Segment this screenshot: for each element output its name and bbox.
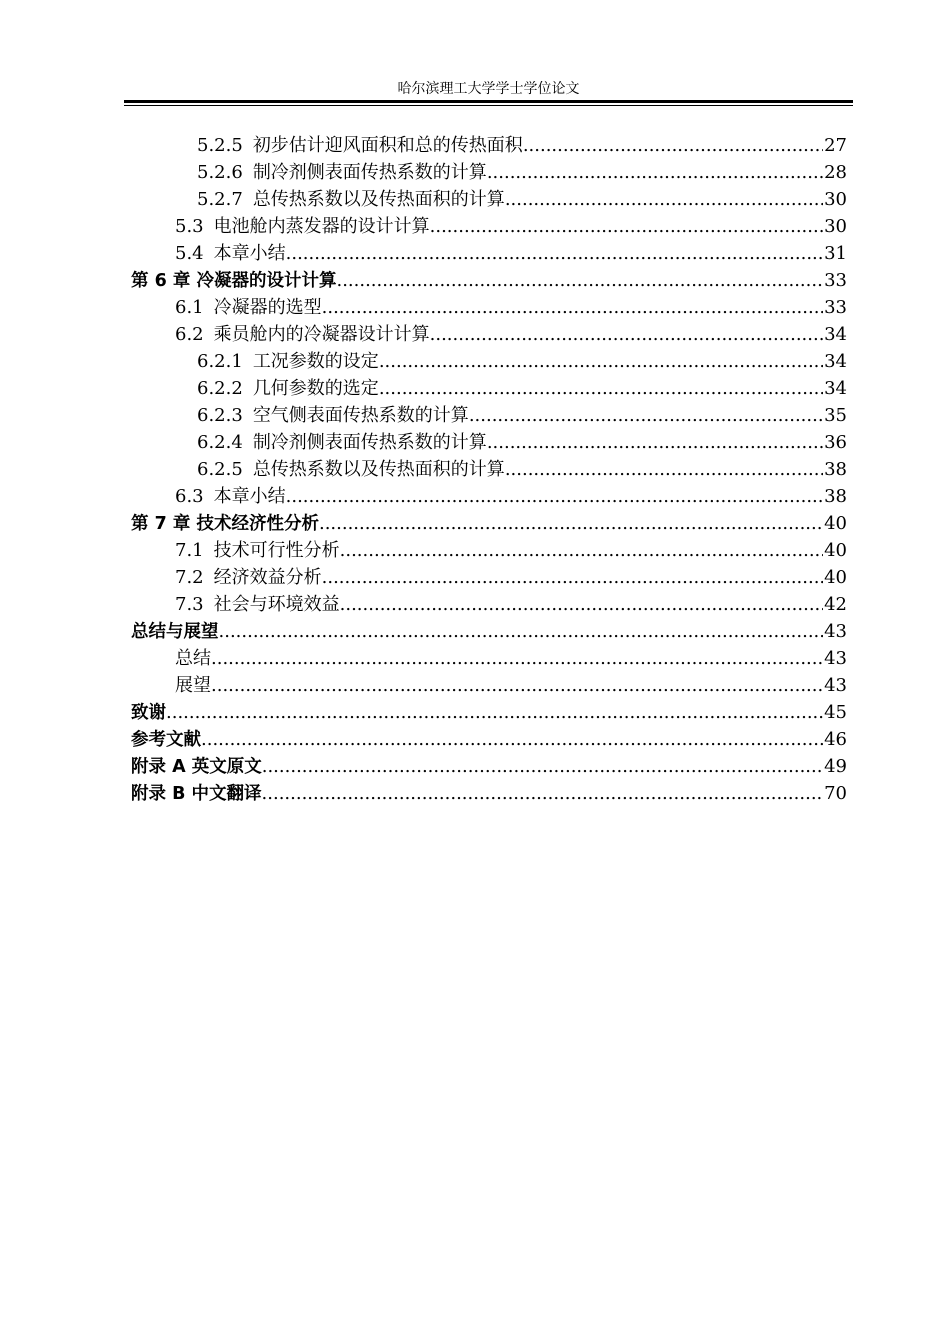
toc-dot-leader	[286, 240, 823, 267]
toc-dot-leader	[262, 780, 824, 807]
toc-entry-title: 总传热系数以及传热面积的计算	[252, 459, 505, 480]
toc-page-number: 31	[824, 243, 847, 264]
toc-dot-leader	[379, 375, 823, 402]
toc-entry-title: 制冷剂侧表面传热系数的计算	[252, 432, 487, 453]
toc-page-number: 70	[824, 783, 847, 804]
toc-entry-number: 6.2.3	[197, 405, 243, 426]
toc-entry-title: 几何参数的选定	[252, 378, 379, 399]
toc-page-number: 49	[824, 756, 847, 777]
toc-dot-leader	[523, 132, 823, 159]
toc-page-number: 30	[824, 216, 847, 237]
toc-page-number: 34	[824, 324, 847, 345]
toc-dot-leader	[469, 402, 823, 429]
toc-dot-leader	[322, 564, 823, 591]
toc-section-entry[interactable]	[131, 672, 847, 699]
toc-entry-number: 6.1	[175, 297, 204, 318]
table-of-contents	[131, 132, 847, 807]
toc-entry-number: 5.4	[175, 243, 204, 264]
toc-section-entry[interactable]	[131, 591, 847, 618]
toc-page-number: 38	[824, 486, 847, 507]
toc-page-number: 40	[824, 513, 847, 534]
toc-entry-title: 初步估计迎风面积和总的传热面积	[252, 135, 523, 156]
toc-entry-number: 6.2	[175, 324, 204, 345]
toc-entry-title: 空气侧表面传热系数的计算	[252, 405, 469, 426]
toc-entry-number: 6.2.5	[197, 459, 243, 480]
toc-entry-number: 6.2.2	[197, 378, 243, 399]
toc-dot-leader	[201, 726, 823, 753]
toc-entry-number: 6.2.1	[197, 351, 243, 372]
toc-entry-number: 7.1	[175, 540, 204, 561]
toc-entry-number: 6.3	[175, 486, 204, 507]
toc-dot-leader	[211, 645, 823, 672]
toc-section-entry[interactable]	[131, 321, 847, 348]
toc-entry-title: 附录 A 英文原文	[131, 757, 262, 777]
toc-entry-title: 参考文献	[131, 730, 201, 750]
toc-chapter-entry[interactable]	[131, 753, 847, 780]
toc-page-number: 43	[824, 621, 847, 642]
toc-entry-title: 展望	[175, 675, 211, 696]
toc-page-number: 27	[824, 135, 847, 156]
toc-entry-number: 7.3	[175, 594, 204, 615]
toc-dot-leader	[336, 267, 823, 294]
toc-entry-number: 7.2	[175, 567, 204, 588]
header-rule-thick	[124, 100, 853, 103]
toc-entry-title: 经济效益分析	[213, 567, 322, 588]
toc-dot-leader	[322, 294, 823, 321]
toc-chapter-entry[interactable]	[131, 510, 847, 537]
toc-section-entry[interactable]	[131, 483, 847, 510]
toc-section-entry[interactable]	[131, 186, 847, 213]
toc-chapter-entry[interactable]	[131, 699, 847, 726]
toc-entry-title: 第 6 章 冷凝器的设计计算	[131, 271, 337, 291]
toc-entry-title: 本章小结	[213, 486, 286, 507]
toc-dot-leader	[340, 537, 823, 564]
toc-page-number: 45	[824, 702, 847, 723]
toc-page-number: 33	[824, 297, 847, 318]
toc-page-number: 35	[824, 405, 847, 426]
toc-dot-leader	[430, 321, 823, 348]
toc-entry-title: 社会与环境效益	[213, 594, 340, 615]
toc-page-number: 36	[824, 432, 847, 453]
toc-section-entry[interactable]	[131, 294, 847, 321]
toc-entry-title: 附录 B 中文翻译	[131, 784, 262, 804]
toc-entry-title: 总结与展望	[131, 622, 219, 642]
toc-dot-leader	[211, 672, 823, 699]
toc-entry-title: 工况参数的设定	[252, 351, 379, 372]
header-rule-thin	[124, 105, 853, 106]
toc-section-entry[interactable]	[131, 213, 847, 240]
toc-entry-title: 致谢	[131, 703, 166, 723]
toc-entry-number: 5.3	[175, 216, 204, 237]
toc-page-number: 30	[824, 189, 847, 210]
toc-section-entry[interactable]	[131, 645, 847, 672]
toc-page-number: 33	[824, 270, 847, 291]
toc-entry-title: 冷凝器的选型	[213, 297, 322, 318]
toc-page-number: 34	[824, 351, 847, 372]
toc-section-entry[interactable]	[131, 402, 847, 429]
toc-entry-number: 5.2.6	[197, 162, 243, 183]
toc-dot-leader	[505, 186, 823, 213]
toc-entry-title: 本章小结	[213, 243, 286, 264]
toc-page-number: 43	[824, 675, 847, 696]
toc-chapter-entry[interactable]	[131, 726, 847, 753]
toc-dot-leader	[286, 483, 823, 510]
toc-section-entry[interactable]	[131, 375, 847, 402]
toc-page-number: 40	[824, 567, 847, 588]
toc-dot-leader	[166, 699, 823, 726]
toc-page-number: 43	[824, 648, 847, 669]
toc-section-entry[interactable]	[131, 132, 847, 159]
toc-section-entry[interactable]	[131, 159, 847, 186]
toc-chapter-entry[interactable]	[131, 618, 847, 645]
toc-dot-leader	[219, 618, 824, 645]
toc-dot-leader	[487, 429, 823, 456]
toc-section-entry[interactable]	[131, 564, 847, 591]
toc-dot-leader	[430, 213, 823, 240]
toc-entry-number: 6.2.4	[197, 432, 243, 453]
toc-section-entry[interactable]	[131, 348, 847, 375]
toc-page-number: 42	[824, 594, 847, 615]
toc-entry-number: 5.2.7	[197, 189, 243, 210]
toc-chapter-entry[interactable]	[131, 780, 847, 807]
toc-page-number: 34	[824, 378, 847, 399]
toc-entry-title: 第 7 章 技术经济性分析	[131, 514, 319, 534]
toc-dot-leader	[379, 348, 823, 375]
toc-page-number: 38	[824, 459, 847, 480]
toc-page-number: 28	[824, 162, 847, 183]
toc-section-entry[interactable]	[131, 537, 847, 564]
toc-entry-title: 电池舱内蒸发器的设计计算	[213, 216, 430, 237]
toc-dot-leader	[487, 159, 823, 186]
toc-entry-title: 技术可行性分析	[213, 540, 340, 561]
toc-section-entry[interactable]	[131, 456, 847, 483]
toc-page-number: 46	[824, 729, 847, 750]
toc-dot-leader	[340, 591, 823, 618]
toc-entry-title: 总结	[175, 648, 211, 669]
toc-section-entry[interactable]	[131, 429, 847, 456]
toc-section-entry[interactable]	[131, 240, 847, 267]
page-header-title: 哈尔滨理工大学学士学位论文	[397, 81, 580, 97]
toc-chapter-entry[interactable]	[131, 267, 847, 294]
toc-page-number: 40	[824, 540, 847, 561]
toc-entry-title: 总传热系数以及传热面积的计算	[252, 189, 505, 210]
toc-dot-leader	[262, 753, 823, 780]
toc-entry-title: 制冷剂侧表面传热系数的计算	[252, 162, 487, 183]
toc-dot-leader	[319, 510, 823, 537]
toc-dot-leader	[505, 456, 823, 483]
toc-entry-number: 5.2.5	[197, 135, 243, 156]
toc-entry-title: 乘员舱内的冷凝器设计计算	[213, 324, 430, 345]
